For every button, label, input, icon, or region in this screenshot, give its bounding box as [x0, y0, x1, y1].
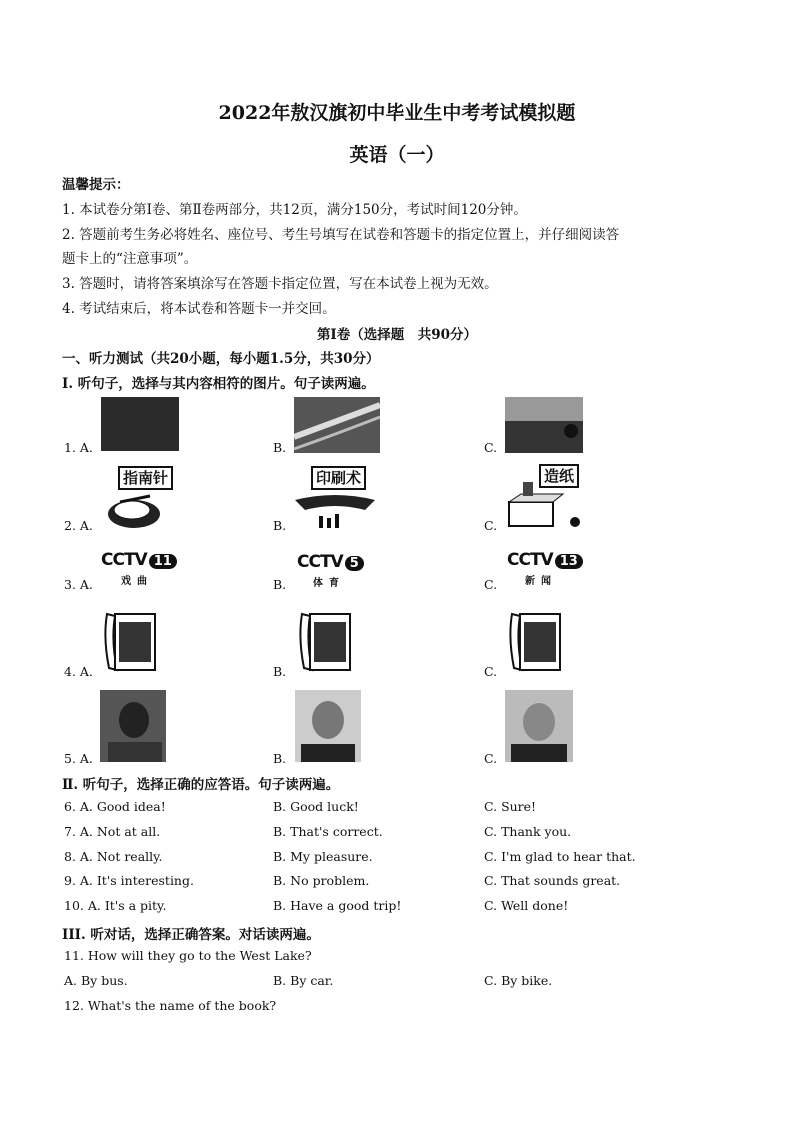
- q3-option-b: B.: [273, 577, 287, 592]
- q8-option-a: 8. A. Not really.: [64, 849, 163, 864]
- printing-image: [295, 466, 375, 530]
- night-landscape-image: [101, 397, 179, 451]
- q4-option-b: B.: [273, 664, 287, 679]
- subsection1-title: Ⅰ. 听句子，选择与其内容相符的图片。句子读两遍。: [62, 376, 375, 392]
- tip-3: 3. 答题时，请将答案填涂写在答题卡指定位置，写在本试卷上视为无效。: [62, 276, 498, 292]
- q8-option-c: C. I'm glad to hear that.: [484, 849, 636, 864]
- q1-option-c: C.: [484, 440, 498, 455]
- q7-option-b: B. That's correct.: [273, 824, 383, 839]
- cctv-13-logo: [507, 550, 591, 590]
- calendar-b-image: [296, 608, 352, 674]
- q10-option-a: 10. A. It's a pity.: [64, 898, 167, 913]
- sign-printing: 印刷术: [311, 466, 366, 490]
- cctv-11-logo: [101, 550, 181, 590]
- subsection2-title: Ⅱ. 听句子，选择正确的应答语。句子读两遍。: [62, 777, 340, 793]
- tip-4: 4. 考试结束后，将本试卷和答题卡一并交回。: [62, 301, 336, 317]
- q11-option-c: C. By bike.: [484, 973, 553, 988]
- q11-option-a: A. By bus.: [64, 973, 128, 988]
- cctv-logo-text: CCTV: [297, 552, 343, 572]
- q6-option-c: C. Sure!: [484, 799, 537, 814]
- channel-number: 13: [555, 554, 583, 569]
- calendar-a-image: [101, 608, 157, 674]
- exam-subtitle: 英语（一）: [349, 144, 445, 166]
- tip-2-cont: 题卡上的“注意事项”。: [62, 251, 198, 267]
- tips-heading: 温馨提示：: [62, 177, 130, 193]
- cctv-logo-text: CCTV: [101, 550, 147, 570]
- papermaking-image: [505, 464, 589, 532]
- q4-option-c: C.: [484, 664, 498, 679]
- portrait-b-image: [295, 690, 361, 762]
- q11-question: 11. How will they go to the West Lake?: [64, 948, 312, 963]
- channel-name: 新闻: [525, 576, 557, 587]
- q8-option-b: B. My pleasure.: [273, 849, 373, 864]
- section1-title: 一、听力测试（共20小题，每小题1.5分，共30分）: [62, 351, 380, 367]
- q10-option-c: C. Well done!: [484, 898, 569, 913]
- q5-option-a: 5. A.: [64, 751, 93, 766]
- q7-option-c: C. Thank you.: [484, 824, 572, 839]
- q6-option-b: B. Good luck!: [273, 799, 359, 814]
- q5-option-c: C.: [484, 751, 498, 766]
- calendar-c-image: [506, 608, 562, 674]
- q2-option-a: 2. A.: [64, 518, 93, 533]
- cctv-5-logo: [297, 552, 377, 592]
- q10-option-b: B. Have a good trip!: [273, 898, 402, 913]
- bridge-image: [294, 397, 380, 453]
- q9-option-c: C. That sounds great.: [484, 873, 621, 888]
- tip-2: 2. 答题前考生务必将姓名、座位号、考生号填写在试卷和答题卡的指定位置上，并仔细阅读答: [62, 227, 620, 243]
- q11-option-b: B. By car.: [273, 973, 334, 988]
- countryside-image: [505, 397, 583, 453]
- q9-option-a: 9. A. It's interesting.: [64, 873, 194, 888]
- channel-number: 5: [345, 556, 364, 571]
- q1-option-a: 1. A.: [64, 440, 93, 455]
- cctv-logo-text: CCTV: [507, 550, 553, 570]
- channel-name: 体育: [313, 578, 345, 589]
- portrait-a-image: [100, 690, 166, 762]
- tip-1: 1. 本试卷分第Ⅰ卷、第Ⅱ卷两部分，共12页，满分150分，考试时间120分钟。: [62, 202, 527, 218]
- subsection3-title: III. 听对话，选择正确答案。对话读两遍。: [62, 927, 320, 943]
- sign-compass: 指南针: [118, 466, 173, 490]
- q6-option-a: 6. A. Good idea!: [64, 799, 166, 814]
- q5-option-b: B.: [273, 751, 287, 766]
- q3-option-c: C.: [484, 577, 498, 592]
- compass-image: [100, 466, 180, 532]
- channel-name: 戏曲: [121, 576, 153, 587]
- q12-question: 12. What's the name of the book?: [64, 998, 277, 1013]
- part1-title: 第Ⅰ卷（选择题 共90分）: [316, 327, 478, 343]
- q9-option-b: B. No problem.: [273, 873, 370, 888]
- q4-option-a: 4. A.: [64, 664, 93, 679]
- q1-option-b: B.: [273, 440, 287, 455]
- q2-option-b: B.: [273, 518, 287, 533]
- portrait-c-image: [505, 690, 573, 762]
- q3-option-a: 3. A.: [64, 577, 93, 592]
- exam-title: 2022年敖汉旗初中毕业生中考考试模拟题: [218, 102, 576, 124]
- channel-number: 11: [149, 554, 177, 569]
- q7-option-a: 7. A. Not at all.: [64, 824, 161, 839]
- q2-option-c: C.: [484, 518, 498, 533]
- sign-papermaking: 造纸: [539, 464, 579, 488]
